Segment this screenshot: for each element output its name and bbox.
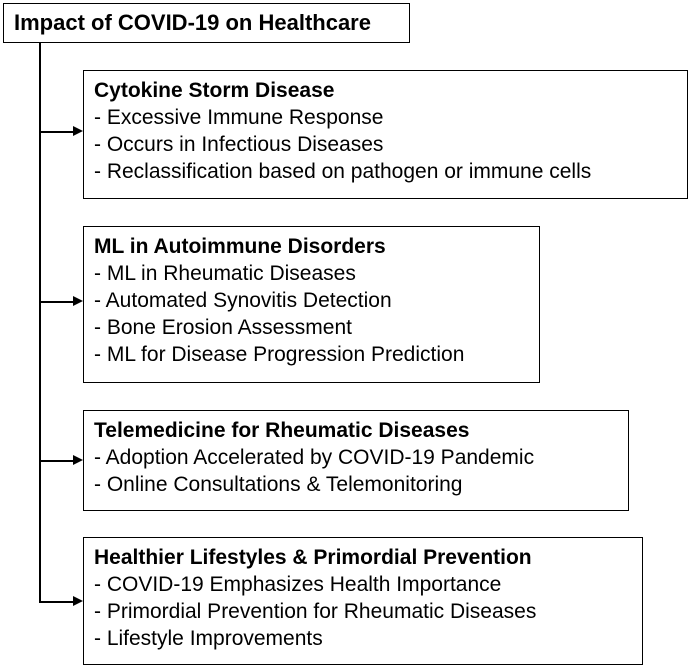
node-title: Cytokine Storm Disease bbox=[94, 79, 335, 102]
node-item: - Online Consultations & Telemonitoring bbox=[94, 473, 463, 496]
node-item: - Excessive Immune Response bbox=[94, 106, 384, 129]
node-item: - Bone Erosion Assessment bbox=[94, 316, 352, 339]
node-item: - Adoption Accelerated by COVID-19 Pandemic bbox=[94, 446, 535, 469]
node-item: - Primordial Prevention for Rheumatic Diseases bbox=[94, 600, 537, 623]
node-item: - ML in Rheumatic Diseases bbox=[94, 262, 356, 285]
node-item: - Occurs in Infectious Diseases bbox=[94, 133, 384, 156]
node-item: - Automated Synovitis Detection bbox=[94, 289, 392, 312]
node-item: - Reclassification based on pathogen or immune cells bbox=[94, 160, 592, 183]
node-item: - ML for Disease Progression Prediction bbox=[94, 343, 465, 366]
connector-trunk bbox=[39, 43, 41, 603]
node-ml-autoimmune bbox=[83, 226, 540, 383]
root-node: Impact of COVID-19 on Healthcare bbox=[3, 3, 410, 43]
node-healthier-lifestyles bbox=[83, 537, 643, 665]
node-title: ML in Autoimmune Disorders bbox=[94, 235, 386, 258]
node-telemedicine bbox=[83, 410, 629, 511]
node-title: Healthier Lifestyles & Primordial Prevention bbox=[94, 546, 532, 569]
arrow-1 bbox=[39, 131, 73, 133]
node-item: - COVID-19 Emphasizes Health Importance bbox=[94, 573, 502, 596]
node-item: - Lifestyle Improvements bbox=[94, 627, 323, 650]
arrow-3 bbox=[39, 460, 73, 462]
node-title: Telemedicine for Rheumatic Diseases bbox=[94, 419, 470, 442]
arrow-2 bbox=[39, 301, 73, 303]
arrow-4 bbox=[39, 601, 73, 603]
node-cytokine-storm bbox=[83, 70, 688, 199]
